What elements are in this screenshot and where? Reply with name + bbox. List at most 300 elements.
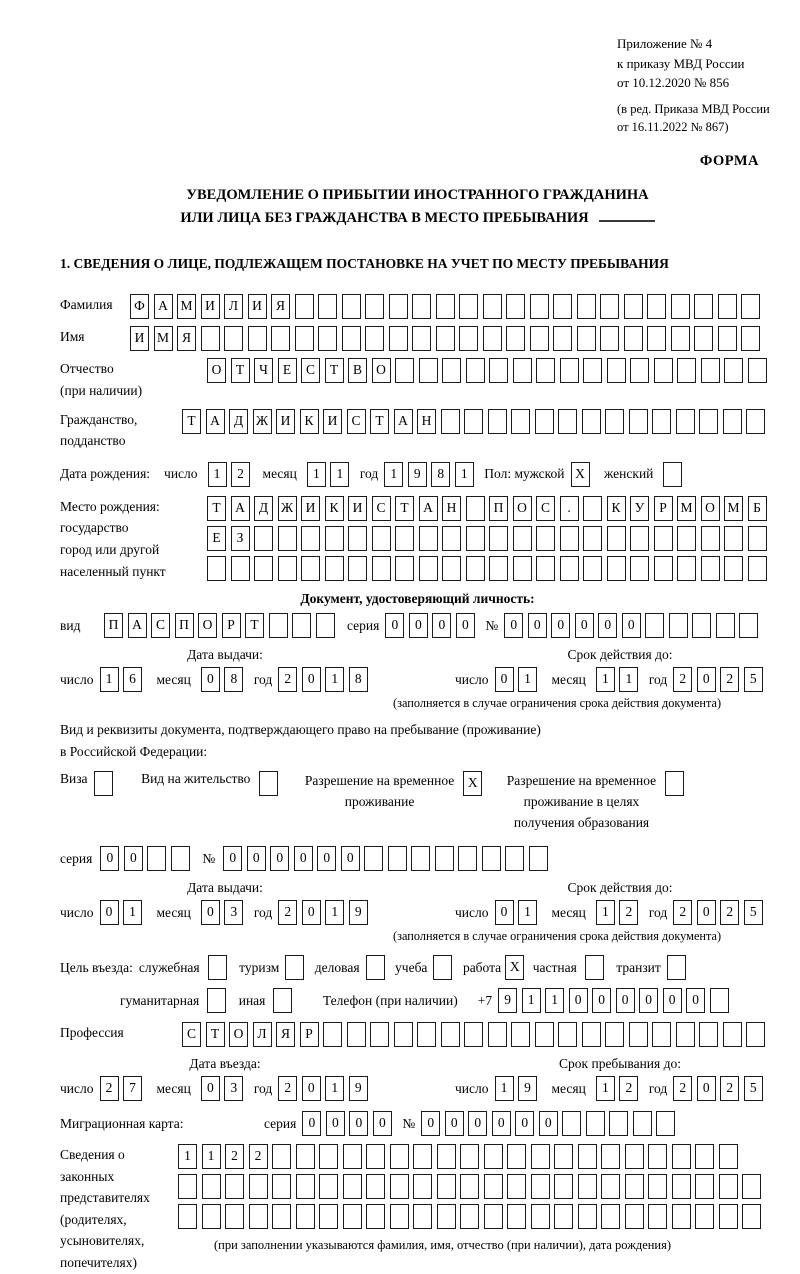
- char-cell[interactable]: И: [201, 294, 220, 319]
- char-cell[interactable]: 0: [373, 1111, 392, 1136]
- guardians-cells-row3[interactable]: [178, 1204, 766, 1229]
- char-cell[interactable]: [692, 613, 711, 638]
- char-cell[interactable]: [278, 556, 297, 581]
- char-cell[interactable]: [273, 988, 292, 1013]
- char-cell[interactable]: [466, 358, 485, 383]
- char-cell[interactable]: X: [571, 462, 590, 487]
- purpose-private-checkbox[interactable]: [585, 955, 609, 980]
- char-cell[interactable]: [554, 1174, 573, 1199]
- guardians-cells-row1[interactable]: [178, 1144, 766, 1169]
- char-cell[interactable]: Ч: [254, 358, 273, 383]
- char-cell[interactable]: 0: [432, 613, 451, 638]
- char-cell[interactable]: 0: [247, 846, 266, 871]
- char-cell[interactable]: [601, 1144, 620, 1169]
- char-cell[interactable]: [348, 526, 367, 551]
- char-cell[interactable]: [553, 326, 572, 351]
- residence-issue-year-cells[interactable]: [278, 900, 372, 925]
- char-cell[interactable]: [370, 1022, 389, 1047]
- char-cell[interactable]: [511, 1022, 530, 1047]
- char-cell[interactable]: К: [300, 409, 319, 434]
- char-cell[interactable]: [630, 526, 649, 551]
- profession-cells[interactable]: [182, 1022, 770, 1047]
- char-cell[interactable]: Т: [245, 613, 264, 638]
- char-cell[interactable]: [507, 1204, 526, 1229]
- char-cell[interactable]: [677, 556, 696, 581]
- char-cell[interactable]: [483, 326, 502, 351]
- char-cell[interactable]: Р: [654, 496, 673, 521]
- char-cell[interactable]: 2: [100, 1076, 119, 1101]
- char-cell[interactable]: [577, 326, 596, 351]
- char-cell[interactable]: [607, 358, 626, 383]
- char-cell[interactable]: 1: [619, 667, 638, 692]
- char-cell[interactable]: [389, 326, 408, 351]
- char-cell[interactable]: [201, 326, 220, 351]
- identity-issue-day-cells[interactable]: [100, 667, 147, 692]
- char-cell[interactable]: [746, 409, 765, 434]
- char-cell[interactable]: 0: [302, 1076, 321, 1101]
- char-cell[interactable]: [624, 294, 643, 319]
- char-cell[interactable]: [365, 294, 384, 319]
- char-cell[interactable]: Л: [253, 1022, 272, 1047]
- char-cell[interactable]: [652, 1022, 671, 1047]
- sex-female-checkbox[interactable]: [663, 462, 687, 487]
- char-cell[interactable]: 0: [697, 900, 716, 925]
- purpose-tourism-checkbox[interactable]: [285, 955, 309, 980]
- char-cell[interactable]: 9: [498, 988, 517, 1013]
- char-cell[interactable]: [671, 326, 690, 351]
- purpose-work-checkbox[interactable]: [505, 955, 529, 980]
- char-cell[interactable]: [669, 613, 688, 638]
- char-cell[interactable]: [441, 1022, 460, 1047]
- identity-series-cells[interactable]: [385, 613, 479, 638]
- char-cell[interactable]: [202, 1204, 221, 1229]
- char-cell[interactable]: [366, 1204, 385, 1229]
- char-cell[interactable]: [365, 326, 384, 351]
- char-cell[interactable]: 0: [302, 900, 321, 925]
- char-cell[interactable]: [269, 613, 288, 638]
- char-cell[interactable]: [583, 496, 602, 521]
- char-cell[interactable]: [225, 1204, 244, 1229]
- char-cell[interactable]: Р: [222, 613, 241, 638]
- char-cell[interactable]: [609, 1111, 628, 1136]
- char-cell[interactable]: С: [301, 358, 320, 383]
- char-cell[interactable]: [648, 1204, 667, 1229]
- char-cell[interactable]: Т: [206, 1022, 225, 1047]
- char-cell[interactable]: 0: [294, 846, 313, 871]
- citizenship-cells[interactable]: [182, 409, 770, 434]
- char-cell[interactable]: 2: [278, 900, 297, 925]
- char-cell[interactable]: [583, 358, 602, 383]
- char-cell[interactable]: И: [301, 496, 320, 521]
- char-cell[interactable]: X: [463, 771, 482, 796]
- residence-series-cells[interactable]: [100, 846, 194, 871]
- char-cell[interactable]: 0: [697, 667, 716, 692]
- char-cell[interactable]: [560, 526, 579, 551]
- char-cell[interactable]: 5: [744, 667, 763, 692]
- char-cell[interactable]: [562, 1111, 581, 1136]
- birth-day-cells[interactable]: [208, 462, 255, 487]
- char-cell[interactable]: П: [175, 613, 194, 638]
- char-cell[interactable]: [433, 955, 452, 980]
- char-cell[interactable]: [249, 1174, 268, 1199]
- char-cell[interactable]: 0: [492, 1111, 511, 1136]
- patronymic-cells[interactable]: [207, 358, 771, 383]
- char-cell[interactable]: 0: [468, 1111, 487, 1136]
- char-cell[interactable]: [437, 1204, 456, 1229]
- char-cell[interactable]: [605, 1022, 624, 1047]
- char-cell[interactable]: 2: [225, 1144, 244, 1169]
- char-cell[interactable]: А: [394, 409, 413, 434]
- char-cell[interactable]: [699, 1022, 718, 1047]
- char-cell[interactable]: [484, 1204, 503, 1229]
- char-cell[interactable]: 0: [495, 900, 514, 925]
- char-cell[interactable]: [560, 556, 579, 581]
- char-cell[interactable]: Т: [207, 496, 226, 521]
- char-cell[interactable]: [511, 409, 530, 434]
- char-cell[interactable]: 1: [455, 462, 474, 487]
- birth-month-cells[interactable]: [307, 462, 354, 487]
- char-cell[interactable]: 0: [569, 988, 588, 1013]
- char-cell[interactable]: [582, 409, 601, 434]
- identity-issue-month-cells[interactable]: [201, 667, 248, 692]
- char-cell[interactable]: 0: [551, 613, 570, 638]
- char-cell[interactable]: [535, 1022, 554, 1047]
- char-cell[interactable]: З: [231, 526, 250, 551]
- char-cell[interactable]: 8: [349, 667, 368, 692]
- char-cell[interactable]: [483, 294, 502, 319]
- char-cell[interactable]: 0: [445, 1111, 464, 1136]
- char-cell[interactable]: [318, 294, 337, 319]
- char-cell[interactable]: 5: [744, 1076, 763, 1101]
- char-cell[interactable]: [202, 1174, 221, 1199]
- char-cell[interactable]: 0: [201, 1076, 220, 1101]
- purpose-other-checkbox[interactable]: [273, 988, 297, 1013]
- char-cell[interactable]: [531, 1144, 550, 1169]
- char-cell[interactable]: 1: [518, 667, 537, 692]
- char-cell[interactable]: [458, 846, 477, 871]
- entry-year-cells[interactable]: [278, 1076, 372, 1101]
- char-cell[interactable]: Я: [177, 326, 196, 351]
- char-cell[interactable]: [390, 1204, 409, 1229]
- char-cell[interactable]: [513, 556, 532, 581]
- char-cell[interactable]: [442, 358, 461, 383]
- char-cell[interactable]: [694, 326, 713, 351]
- char-cell[interactable]: [513, 526, 532, 551]
- char-cell[interactable]: [723, 409, 742, 434]
- purpose-transit-checkbox[interactable]: [667, 955, 691, 980]
- char-cell[interactable]: С: [536, 496, 555, 521]
- char-cell[interactable]: 2: [673, 1076, 692, 1101]
- char-cell[interactable]: С: [182, 1022, 201, 1047]
- residence-issue-day-cells[interactable]: [100, 900, 147, 925]
- char-cell[interactable]: [411, 846, 430, 871]
- char-cell[interactable]: [507, 1174, 526, 1199]
- char-cell[interactable]: [554, 1144, 573, 1169]
- char-cell[interactable]: О: [207, 358, 226, 383]
- char-cell[interactable]: Т: [182, 409, 201, 434]
- char-cell[interactable]: [272, 1204, 291, 1229]
- residence-issue-month-cells[interactable]: [201, 900, 248, 925]
- char-cell[interactable]: [577, 294, 596, 319]
- char-cell[interactable]: [231, 556, 250, 581]
- char-cell[interactable]: Т: [395, 496, 414, 521]
- char-cell[interactable]: [694, 294, 713, 319]
- char-cell[interactable]: [323, 1022, 342, 1047]
- char-cell[interactable]: [578, 1144, 597, 1169]
- char-cell[interactable]: [746, 1022, 765, 1047]
- char-cell[interactable]: [412, 326, 431, 351]
- char-cell[interactable]: 0: [598, 613, 617, 638]
- char-cell[interactable]: [536, 526, 555, 551]
- char-cell[interactable]: [254, 526, 273, 551]
- char-cell[interactable]: [582, 1022, 601, 1047]
- char-cell[interactable]: В: [348, 358, 367, 383]
- char-cell[interactable]: [663, 462, 682, 487]
- char-cell[interactable]: 0: [495, 667, 514, 692]
- char-cell[interactable]: [388, 846, 407, 871]
- char-cell[interactable]: [413, 1144, 432, 1169]
- char-cell[interactable]: 1: [202, 1144, 221, 1169]
- birthplace-cells-row2[interactable]: [207, 526, 771, 551]
- char-cell[interactable]: И: [348, 496, 367, 521]
- char-cell[interactable]: 9: [349, 900, 368, 925]
- char-cell[interactable]: П: [489, 496, 508, 521]
- char-cell[interactable]: 2: [231, 462, 250, 487]
- char-cell[interactable]: [419, 556, 438, 581]
- char-cell[interactable]: [583, 526, 602, 551]
- char-cell[interactable]: [530, 294, 549, 319]
- char-cell[interactable]: [536, 358, 555, 383]
- char-cell[interactable]: [558, 1022, 577, 1047]
- char-cell[interactable]: Е: [207, 526, 226, 551]
- char-cell[interactable]: [435, 846, 454, 871]
- char-cell[interactable]: 0: [575, 613, 594, 638]
- char-cell[interactable]: [466, 526, 485, 551]
- char-cell[interactable]: [437, 1174, 456, 1199]
- char-cell[interactable]: [460, 1144, 479, 1169]
- char-cell[interactable]: [301, 556, 320, 581]
- char-cell[interactable]: 0: [663, 988, 682, 1013]
- char-cell[interactable]: Д: [229, 409, 248, 434]
- char-cell[interactable]: [372, 526, 391, 551]
- char-cell[interactable]: 1: [100, 667, 119, 692]
- char-cell[interactable]: [484, 1144, 503, 1169]
- residence-valid-month-cells[interactable]: [596, 900, 643, 925]
- migration-series-cells[interactable]: [302, 1111, 396, 1136]
- char-cell[interactable]: Т: [231, 358, 250, 383]
- char-cell[interactable]: [366, 1174, 385, 1199]
- char-cell[interactable]: С: [347, 409, 366, 434]
- char-cell[interactable]: [295, 326, 314, 351]
- char-cell[interactable]: [671, 294, 690, 319]
- char-cell[interactable]: [248, 326, 267, 351]
- char-cell[interactable]: [249, 1204, 268, 1229]
- char-cell[interactable]: [389, 294, 408, 319]
- char-cell[interactable]: Ф: [130, 294, 149, 319]
- char-cell[interactable]: Р: [300, 1022, 319, 1047]
- char-cell[interactable]: 7: [123, 1076, 142, 1101]
- char-cell[interactable]: [225, 1174, 244, 1199]
- purpose-humanitarian-checkbox[interactable]: [207, 988, 231, 1013]
- char-cell[interactable]: [343, 1204, 362, 1229]
- char-cell[interactable]: [739, 613, 758, 638]
- char-cell[interactable]: Т: [325, 358, 344, 383]
- char-cell[interactable]: [412, 294, 431, 319]
- char-cell[interactable]: Н: [417, 409, 436, 434]
- char-cell[interactable]: [319, 1174, 338, 1199]
- char-cell[interactable]: [647, 294, 666, 319]
- guardians-cells-row2[interactable]: [178, 1174, 766, 1199]
- char-cell[interactable]: 1: [522, 988, 541, 1013]
- char-cell[interactable]: [535, 409, 554, 434]
- char-cell[interactable]: [648, 1144, 667, 1169]
- char-cell[interactable]: И: [248, 294, 267, 319]
- char-cell[interactable]: [719, 1144, 738, 1169]
- char-cell[interactable]: [748, 526, 767, 551]
- phone-cells[interactable]: [498, 988, 733, 1013]
- char-cell[interactable]: [319, 1144, 338, 1169]
- char-cell[interactable]: X: [505, 955, 524, 980]
- char-cell[interactable]: Ж: [278, 496, 297, 521]
- char-cell[interactable]: [489, 358, 508, 383]
- char-cell[interactable]: [652, 409, 671, 434]
- char-cell[interactable]: 2: [673, 900, 692, 925]
- char-cell[interactable]: [624, 326, 643, 351]
- char-cell[interactable]: [654, 526, 673, 551]
- char-cell[interactable]: .: [560, 496, 579, 521]
- purpose-business-checkbox[interactable]: [366, 955, 390, 980]
- char-cell[interactable]: М: [177, 294, 196, 319]
- char-cell[interactable]: [390, 1144, 409, 1169]
- char-cell[interactable]: [554, 1204, 573, 1229]
- birth-year-cells[interactable]: [384, 462, 478, 487]
- char-cell[interactable]: [748, 556, 767, 581]
- char-cell[interactable]: 2: [278, 667, 297, 692]
- char-cell[interactable]: [464, 409, 483, 434]
- char-cell[interactable]: 1: [307, 462, 326, 487]
- char-cell[interactable]: Е: [278, 358, 297, 383]
- char-cell[interactable]: [271, 326, 290, 351]
- char-cell[interactable]: [488, 409, 507, 434]
- birthplace-cells-row3[interactable]: [207, 556, 771, 581]
- char-cell[interactable]: [742, 1204, 761, 1229]
- char-cell[interactable]: [466, 556, 485, 581]
- surname-cells[interactable]: [130, 294, 765, 319]
- char-cell[interactable]: [259, 771, 278, 796]
- char-cell[interactable]: [506, 294, 525, 319]
- char-cell[interactable]: М: [154, 326, 173, 351]
- char-cell[interactable]: 3: [224, 1076, 243, 1101]
- char-cell[interactable]: [295, 294, 314, 319]
- migration-number-cells[interactable]: [421, 1111, 680, 1136]
- char-cell[interactable]: [366, 1144, 385, 1169]
- char-cell[interactable]: [413, 1174, 432, 1199]
- char-cell[interactable]: [343, 1174, 362, 1199]
- char-cell[interactable]: 0: [385, 613, 404, 638]
- char-cell[interactable]: 0: [421, 1111, 440, 1136]
- char-cell[interactable]: [506, 326, 525, 351]
- char-cell[interactable]: [716, 613, 735, 638]
- char-cell[interactable]: [395, 526, 414, 551]
- char-cell[interactable]: [677, 358, 696, 383]
- char-cell[interactable]: 0: [539, 1111, 558, 1136]
- temp-residence-edu-checkbox[interactable]: [665, 771, 689, 796]
- char-cell[interactable]: [625, 1174, 644, 1199]
- char-cell[interactable]: 1: [178, 1144, 197, 1169]
- char-cell[interactable]: [600, 326, 619, 351]
- char-cell[interactable]: О: [229, 1022, 248, 1047]
- char-cell[interactable]: 5: [744, 900, 763, 925]
- char-cell[interactable]: [364, 846, 383, 871]
- char-cell[interactable]: О: [513, 496, 532, 521]
- char-cell[interactable]: [419, 358, 438, 383]
- char-cell[interactable]: 1: [208, 462, 227, 487]
- char-cell[interactable]: 2: [278, 1076, 297, 1101]
- char-cell[interactable]: [441, 409, 460, 434]
- char-cell[interactable]: [578, 1204, 597, 1229]
- char-cell[interactable]: 8: [224, 667, 243, 692]
- char-cell[interactable]: 1: [545, 988, 564, 1013]
- char-cell[interactable]: [724, 556, 743, 581]
- char-cell[interactable]: [325, 526, 344, 551]
- char-cell[interactable]: [648, 1174, 667, 1199]
- residence-number-cells[interactable]: [223, 846, 552, 871]
- given-name-cells[interactable]: [130, 326, 765, 351]
- char-cell[interactable]: [94, 771, 113, 796]
- char-cell[interactable]: [460, 1174, 479, 1199]
- char-cell[interactable]: [625, 1144, 644, 1169]
- char-cell[interactable]: [553, 294, 572, 319]
- char-cell[interactable]: 2: [720, 667, 739, 692]
- char-cell[interactable]: А: [128, 613, 147, 638]
- char-cell[interactable]: [558, 409, 577, 434]
- char-cell[interactable]: [395, 358, 414, 383]
- char-cell[interactable]: Б: [748, 496, 767, 521]
- char-cell[interactable]: [442, 556, 461, 581]
- char-cell[interactable]: И: [130, 326, 149, 351]
- char-cell[interactable]: 0: [302, 1111, 321, 1136]
- char-cell[interactable]: [699, 409, 718, 434]
- char-cell[interactable]: 2: [720, 1076, 739, 1101]
- char-cell[interactable]: [224, 326, 243, 351]
- stay-year-cells[interactable]: [673, 1076, 767, 1101]
- char-cell[interactable]: [665, 771, 684, 796]
- char-cell[interactable]: [207, 556, 226, 581]
- char-cell[interactable]: К: [325, 496, 344, 521]
- char-cell[interactable]: Д: [254, 496, 273, 521]
- birthplace-cells-row1[interactable]: [207, 496, 771, 521]
- char-cell[interactable]: [413, 1204, 432, 1229]
- char-cell[interactable]: [390, 1174, 409, 1199]
- char-cell[interactable]: [531, 1174, 550, 1199]
- char-cell[interactable]: [208, 955, 227, 980]
- char-cell[interactable]: 0: [456, 613, 475, 638]
- char-cell[interactable]: 1: [596, 900, 615, 925]
- char-cell[interactable]: 0: [223, 846, 242, 871]
- char-cell[interactable]: [147, 846, 166, 871]
- char-cell[interactable]: [605, 409, 624, 434]
- char-cell[interactable]: [531, 1204, 550, 1229]
- char-cell[interactable]: [505, 846, 524, 871]
- char-cell[interactable]: 6: [123, 667, 142, 692]
- char-cell[interactable]: [600, 294, 619, 319]
- char-cell[interactable]: С: [151, 613, 170, 638]
- char-cell[interactable]: [645, 613, 664, 638]
- char-cell[interactable]: 1: [384, 462, 403, 487]
- char-cell[interactable]: [601, 1174, 620, 1199]
- char-cell[interactable]: [296, 1144, 315, 1169]
- char-cell[interactable]: [436, 294, 455, 319]
